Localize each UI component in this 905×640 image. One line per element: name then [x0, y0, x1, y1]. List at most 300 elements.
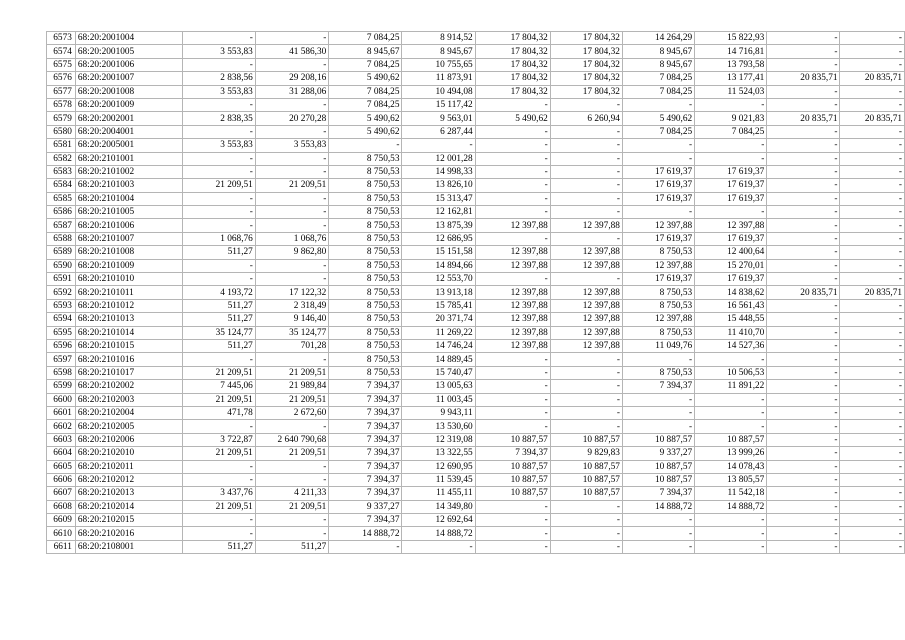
value-cell: 8 750,53: [329, 326, 402, 339]
value-cell: 7 394,37: [329, 406, 402, 419]
value-cell: 2 838,35: [182, 112, 255, 125]
value-cell: -: [695, 514, 767, 527]
value-cell: -: [550, 179, 622, 192]
table-row: [47, 58, 905, 71]
value-cell: 11 539,45: [402, 473, 475, 486]
value-cell: -: [840, 206, 905, 219]
row-number-cell: 6598: [47, 366, 76, 379]
cadastral-code-cell: 68:20:2002001: [75, 112, 182, 125]
value-cell: -: [550, 98, 622, 111]
value-cell: 15 785,41: [402, 299, 475, 312]
value-cell: -: [475, 540, 550, 553]
table-row: [47, 326, 905, 339]
value-cell: 12 397,88: [622, 313, 694, 326]
value-cell: 11 524,03: [695, 85, 767, 98]
value-cell: 17 804,32: [550, 72, 622, 85]
value-cell: 7 394,37: [329, 433, 402, 446]
row-number-cell: 6576: [47, 72, 76, 85]
row-number-cell: 6604: [47, 447, 76, 460]
value-cell: -: [622, 206, 694, 219]
cadastral-code-cell: 68:20:2004001: [75, 125, 182, 138]
row-number-cell: 6591: [47, 273, 76, 286]
cadastral-code-cell: 68:20:2102003: [75, 393, 182, 406]
value-cell: 12 319,08: [402, 433, 475, 446]
value-cell: 8 750,53: [329, 192, 402, 205]
row-number-cell: 6581: [47, 139, 76, 152]
value-cell: 5 490,62: [329, 125, 402, 138]
value-cell: 14 888,72: [622, 500, 694, 513]
value-cell: -: [182, 473, 255, 486]
value-cell: -: [182, 192, 255, 205]
value-cell: -: [767, 353, 840, 366]
value-cell: -: [475, 380, 550, 393]
value-cell: -: [550, 380, 622, 393]
row-number-cell: 6578: [47, 98, 76, 111]
value-cell: 7 394,37: [329, 380, 402, 393]
value-cell: 7 394,37: [622, 380, 694, 393]
value-cell: 14 349,80: [402, 500, 475, 513]
value-cell: -: [840, 473, 905, 486]
value-cell: -: [767, 273, 840, 286]
table-row: [47, 473, 905, 486]
value-cell: -: [695, 393, 767, 406]
row-number-cell: 6588: [47, 232, 76, 245]
value-cell: -: [840, 527, 905, 540]
value-cell: -: [550, 232, 622, 245]
value-cell: -: [182, 259, 255, 272]
row-number-cell: 6592: [47, 286, 76, 299]
value-cell: 2 640 790,68: [255, 433, 328, 446]
value-cell: -: [550, 420, 622, 433]
value-cell: 15 313,47: [402, 192, 475, 205]
value-cell: 8 750,53: [622, 326, 694, 339]
value-cell: -: [255, 259, 328, 272]
value-cell: 15 448,55: [695, 313, 767, 326]
value-cell: -: [840, 219, 905, 232]
value-cell: -: [475, 206, 550, 219]
value-cell: 14 998,33: [402, 165, 475, 178]
value-cell: 7 084,25: [329, 32, 402, 45]
value-cell: 9 563,01: [402, 112, 475, 125]
value-cell: -: [475, 192, 550, 205]
value-cell: 20 835,71: [767, 286, 840, 299]
value-cell: -: [475, 125, 550, 138]
value-cell: 14 838,62: [695, 286, 767, 299]
value-cell: -: [255, 353, 328, 366]
cadastral-code-cell: 68:20:2005001: [75, 139, 182, 152]
value-cell: -: [255, 58, 328, 71]
value-cell: -: [550, 125, 622, 138]
value-cell: 10 755,65: [402, 58, 475, 71]
value-cell: 13 793,58: [695, 58, 767, 71]
row-number-cell: 6586: [47, 206, 76, 219]
value-cell: 13 322,55: [402, 447, 475, 460]
value-cell: 15 151,58: [402, 246, 475, 259]
value-cell: 1 068,76: [182, 232, 255, 245]
table-row: [47, 433, 905, 446]
table-row: [47, 500, 905, 513]
value-cell: -: [695, 98, 767, 111]
value-cell: 14 889,45: [402, 353, 475, 366]
value-cell: 8 750,53: [329, 353, 402, 366]
value-cell: 12 397,88: [550, 246, 622, 259]
value-cell: 15 270,01: [695, 259, 767, 272]
value-cell: 3 722,87: [182, 433, 255, 446]
row-number-cell: 6611: [47, 540, 76, 553]
value-cell: 9 862,80: [255, 246, 328, 259]
value-cell: 10 506,53: [695, 366, 767, 379]
cadastral-code-cell: 68:20:2108001: [75, 540, 182, 553]
value-cell: 13 177,41: [695, 72, 767, 85]
value-cell: -: [695, 206, 767, 219]
value-cell: -: [182, 460, 255, 473]
value-cell: 3 553,83: [182, 139, 255, 152]
value-cell: 12 397,88: [475, 313, 550, 326]
cadastral-code-cell: 68:20:2102015: [75, 514, 182, 527]
value-cell: -: [695, 406, 767, 419]
value-cell: 7 445,06: [182, 380, 255, 393]
value-cell: 21 209,51: [255, 366, 328, 379]
value-cell: -: [840, 299, 905, 312]
row-number-cell: 6577: [47, 85, 76, 98]
value-cell: 14 716,81: [695, 45, 767, 58]
value-cell: -: [767, 45, 840, 58]
value-cell: 17 619,37: [622, 179, 694, 192]
row-number-cell: 6584: [47, 179, 76, 192]
value-cell: 11 542,18: [695, 487, 767, 500]
value-cell: 9 337,27: [622, 447, 694, 460]
table-row: [47, 165, 905, 178]
value-cell: 21 209,51: [255, 393, 328, 406]
table-row: [47, 152, 905, 165]
value-cell: 12 397,88: [550, 259, 622, 272]
value-cell: -: [550, 540, 622, 553]
value-cell: -: [550, 353, 622, 366]
value-cell: 13 530,60: [402, 420, 475, 433]
value-cell: 7 084,25: [329, 58, 402, 71]
value-cell: -: [767, 58, 840, 71]
value-cell: 8 750,53: [329, 152, 402, 165]
value-cell: 8 750,53: [622, 246, 694, 259]
value-cell: 17 804,32: [550, 58, 622, 71]
value-cell: 12 397,88: [550, 299, 622, 312]
row-number-cell: 6594: [47, 313, 76, 326]
value-cell: -: [622, 420, 694, 433]
value-cell: -: [767, 259, 840, 272]
table-row: [47, 299, 905, 312]
value-cell: -: [475, 273, 550, 286]
table-row: [47, 206, 905, 219]
row-number-cell: 6580: [47, 125, 76, 138]
row-number-cell: 6610: [47, 527, 76, 540]
value-cell: 8 750,53: [329, 366, 402, 379]
value-cell: 21 989,84: [255, 380, 328, 393]
value-cell: 7 084,25: [329, 85, 402, 98]
value-cell: 8 945,67: [622, 58, 694, 71]
value-cell: -: [475, 152, 550, 165]
row-number-cell: 6585: [47, 192, 76, 205]
value-cell: -: [840, 32, 905, 45]
value-cell: 1 068,76: [255, 232, 328, 245]
cadastral-code-cell: 68:20:2001004: [75, 32, 182, 45]
value-cell: -: [255, 527, 328, 540]
value-cell: -: [475, 165, 550, 178]
value-cell: 8 914,52: [402, 32, 475, 45]
cadastral-code-cell: 68:20:2001009: [75, 98, 182, 111]
value-cell: -: [840, 179, 905, 192]
value-cell: 9 943,11: [402, 406, 475, 419]
value-cell: 17 619,37: [695, 192, 767, 205]
value-cell: -: [840, 313, 905, 326]
value-cell: 10 887,57: [475, 487, 550, 500]
cadastral-code-cell: 68:20:2001006: [75, 58, 182, 71]
value-cell: 31 288,06: [255, 85, 328, 98]
value-cell: -: [182, 165, 255, 178]
value-cell: -: [840, 165, 905, 178]
value-cell: -: [255, 152, 328, 165]
value-cell: -: [475, 393, 550, 406]
row-number-cell: 6589: [47, 246, 76, 259]
value-cell: 2 672,60: [255, 406, 328, 419]
value-cell: 20 835,71: [840, 112, 905, 125]
value-cell: 11 003,45: [402, 393, 475, 406]
table-row: [47, 447, 905, 460]
value-cell: 7 394,37: [329, 473, 402, 486]
table-row: [47, 259, 905, 272]
value-cell: 12 397,88: [622, 219, 694, 232]
value-cell: -: [475, 139, 550, 152]
value-cell: -: [550, 152, 622, 165]
value-cell: 21 209,51: [182, 179, 255, 192]
row-number-cell: 6602: [47, 420, 76, 433]
row-number-cell: 6597: [47, 353, 76, 366]
value-cell: 10 887,57: [622, 473, 694, 486]
value-cell: -: [840, 487, 905, 500]
value-cell: -: [840, 406, 905, 419]
value-cell: 17 804,32: [475, 72, 550, 85]
value-cell: -: [840, 125, 905, 138]
value-cell: 9 337,27: [329, 500, 402, 513]
cadastral-code-cell: 68:20:2102010: [75, 447, 182, 460]
value-cell: -: [550, 273, 622, 286]
value-cell: -: [182, 514, 255, 527]
value-cell: 12 690,95: [402, 460, 475, 473]
value-cell: 2 838,56: [182, 72, 255, 85]
value-cell: 17 619,37: [695, 165, 767, 178]
row-number-cell: 6595: [47, 326, 76, 339]
value-cell: -: [767, 514, 840, 527]
value-cell: 8 945,67: [402, 45, 475, 58]
value-cell: -: [182, 98, 255, 111]
value-cell: 12 397,88: [475, 219, 550, 232]
value-cell: 12 397,88: [475, 326, 550, 339]
value-cell: 471,78: [182, 406, 255, 419]
table-row: [47, 246, 905, 259]
cadastral-code-cell: 68:20:2102006: [75, 433, 182, 446]
row-number-cell: 6596: [47, 339, 76, 352]
value-cell: -: [182, 58, 255, 71]
value-cell: 12 162,81: [402, 206, 475, 219]
cadastral-code-cell: 68:20:2101015: [75, 339, 182, 352]
table-row: [47, 380, 905, 393]
value-cell: -: [840, 259, 905, 272]
cadastral-code-cell: 68:20:2101004: [75, 192, 182, 205]
value-cell: 511,27: [182, 313, 255, 326]
value-cell: 7 394,37: [329, 420, 402, 433]
value-cell: -: [767, 165, 840, 178]
table-row: [47, 353, 905, 366]
value-cell: 11 269,22: [402, 326, 475, 339]
value-cell: -: [767, 32, 840, 45]
value-cell: 21 209,51: [255, 500, 328, 513]
value-cell: 8 750,53: [329, 246, 402, 259]
value-cell: 17 804,32: [475, 58, 550, 71]
value-cell: -: [182, 125, 255, 138]
value-cell: -: [475, 353, 550, 366]
value-cell: 13 805,57: [695, 473, 767, 486]
value-cell: -: [475, 179, 550, 192]
value-cell: 10 887,57: [475, 473, 550, 486]
table-row: [47, 98, 905, 111]
value-cell: -: [550, 366, 622, 379]
row-number-cell: 6606: [47, 473, 76, 486]
value-cell: -: [840, 433, 905, 446]
value-cell: 5 490,62: [622, 112, 694, 125]
value-cell: 11 049,76: [622, 339, 694, 352]
value-cell: 12 686,95: [402, 232, 475, 245]
value-cell: -: [840, 152, 905, 165]
value-cell: -: [255, 420, 328, 433]
value-cell: 17 619,37: [622, 165, 694, 178]
row-number-cell: 6609: [47, 514, 76, 527]
cadastral-code-cell: 68:20:2101011: [75, 286, 182, 299]
value-cell: 14 888,72: [402, 527, 475, 540]
cadastral-code-cell: 68:20:2101005: [75, 206, 182, 219]
table-row: [47, 366, 905, 379]
value-cell: 4 211,33: [255, 487, 328, 500]
value-cell: 10 887,57: [550, 487, 622, 500]
value-cell: 15 117,42: [402, 98, 475, 111]
value-cell: -: [550, 139, 622, 152]
cadastral-code-cell: 68:20:2101002: [75, 165, 182, 178]
cadastral-code-cell: 68:20:2101014: [75, 326, 182, 339]
value-cell: 12 397,88: [695, 219, 767, 232]
value-cell: 17 804,32: [475, 45, 550, 58]
cadastral-code-cell: 68:20:2101009: [75, 259, 182, 272]
value-cell: -: [767, 487, 840, 500]
value-cell: 20 835,71: [840, 72, 905, 85]
value-cell: 12 397,88: [550, 313, 622, 326]
value-cell: 10 887,57: [550, 433, 622, 446]
table-row: [47, 125, 905, 138]
value-cell: 11 455,11: [402, 487, 475, 500]
value-cell: -: [767, 433, 840, 446]
value-cell: -: [767, 299, 840, 312]
value-cell: 12 397,88: [622, 259, 694, 272]
value-cell: -: [767, 219, 840, 232]
value-cell: 13 826,10: [402, 179, 475, 192]
value-cell: -: [767, 473, 840, 486]
value-cell: -: [255, 273, 328, 286]
value-cell: 13 875,39: [402, 219, 475, 232]
value-cell: -: [255, 98, 328, 111]
row-number-cell: 6593: [47, 299, 76, 312]
value-cell: 12 397,88: [550, 339, 622, 352]
value-cell: -: [767, 98, 840, 111]
value-cell: -: [767, 366, 840, 379]
value-cell: 10 887,57: [475, 460, 550, 473]
value-cell: 10 887,57: [695, 433, 767, 446]
value-cell: -: [767, 326, 840, 339]
cadastral-code-cell: 68:20:2101003: [75, 179, 182, 192]
value-cell: -: [622, 527, 694, 540]
row-number-cell: 6575: [47, 58, 76, 71]
value-cell: 8 750,53: [329, 313, 402, 326]
value-cell: -: [550, 514, 622, 527]
value-cell: -: [255, 473, 328, 486]
row-number-cell: 6603: [47, 433, 76, 446]
cadastral-code-cell: 68:20:2101013: [75, 313, 182, 326]
value-cell: 10 887,57: [622, 433, 694, 446]
value-cell: 20 270,28: [255, 112, 328, 125]
table-row: [47, 45, 905, 58]
value-cell: 8 750,53: [329, 273, 402, 286]
value-cell: 11 891,22: [695, 380, 767, 393]
value-cell: -: [550, 165, 622, 178]
value-cell: 12 397,88: [475, 286, 550, 299]
value-cell: -: [840, 447, 905, 460]
value-cell: 12 397,88: [475, 339, 550, 352]
value-cell: -: [840, 58, 905, 71]
table-body: [47, 32, 905, 554]
value-cell: 14 527,36: [695, 339, 767, 352]
value-cell: 7 084,25: [695, 125, 767, 138]
value-cell: 5 490,62: [475, 112, 550, 125]
value-cell: 4 193,72: [182, 286, 255, 299]
value-cell: -: [182, 353, 255, 366]
table-row: [47, 72, 905, 85]
value-cell: -: [475, 366, 550, 379]
value-cell: -: [840, 192, 905, 205]
table-row: [47, 273, 905, 286]
value-cell: 13 999,26: [695, 447, 767, 460]
value-cell: 17 804,32: [550, 32, 622, 45]
value-cell: 7 394,37: [475, 447, 550, 460]
value-cell: -: [475, 232, 550, 245]
cadastral-code-cell: 68:20:2101001: [75, 152, 182, 165]
value-cell: 17 619,37: [695, 273, 767, 286]
value-cell: 9 146,40: [255, 313, 328, 326]
value-cell: 8 750,53: [329, 206, 402, 219]
cadastral-code-cell: 68:20:2101010: [75, 273, 182, 286]
value-cell: 14 264,29: [622, 32, 694, 45]
value-cell: 20 835,71: [767, 72, 840, 85]
value-cell: 20 835,71: [767, 112, 840, 125]
value-cell: -: [475, 514, 550, 527]
value-cell: 12 553,70: [402, 273, 475, 286]
table-row: [47, 219, 905, 232]
value-cell: -: [475, 406, 550, 419]
value-cell: 10 887,57: [622, 460, 694, 473]
row-number-cell: 6590: [47, 259, 76, 272]
value-cell: 7 084,25: [622, 72, 694, 85]
value-cell: -: [840, 246, 905, 259]
value-cell: 14 888,72: [329, 527, 402, 540]
value-cell: 8 750,53: [329, 219, 402, 232]
value-cell: 12 397,88: [550, 286, 622, 299]
row-number-cell: 6601: [47, 406, 76, 419]
value-cell: 10 887,57: [550, 473, 622, 486]
